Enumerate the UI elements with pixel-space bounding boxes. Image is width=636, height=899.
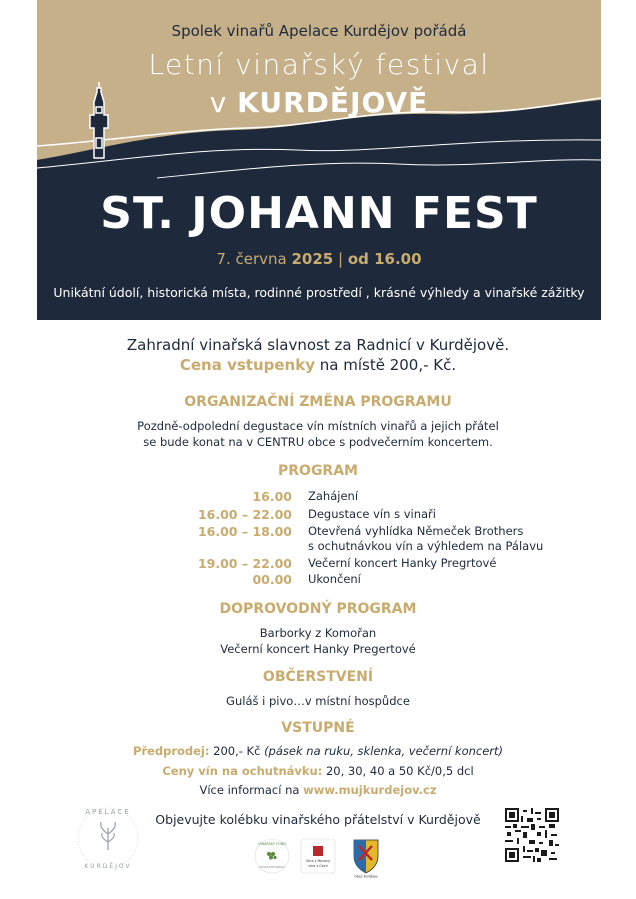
admission-heading: VSTUPNÉ <box>281 720 355 736</box>
program-row <box>0 524 636 540</box>
grape-icon <box>267 852 277 860</box>
sponsor1-text: VINAŘSKÝ FOND <box>258 842 286 846</box>
fest-name: ST. JOHANN FEST <box>100 188 538 239</box>
program-text: Ukončení <box>308 572 361 586</box>
program-time: 16.00 <box>252 489 292 504</box>
program-text: s ochutnávkou vín a výhledem na Pálavu <box>308 539 544 553</box>
place-prefix: v <box>209 86 238 119</box>
program-text: Zahájení <box>308 489 359 503</box>
change-line-1: Pozdně-odpolední degustace vín místních vinařů a jejich přátel <box>137 419 499 433</box>
presale-note: (pásek na ruku, sklenka, večerní koncert) <box>264 744 504 758</box>
date-separator: | <box>333 250 348 268</box>
program-time: 19.00 – 22.00 <box>197 556 292 571</box>
website-link[interactable]: www.mujkurdejov.cz <box>303 783 437 797</box>
tasting-line <box>0 763 636 779</box>
sponsor1-sub: ČESKÉ REPUBLIKY <box>259 865 285 869</box>
accompanying-heading: DOPROVODNÝ PROGRAM <box>219 601 417 617</box>
qr-code-icon[interactable] <box>505 808 559 862</box>
date-time: od 16.00 <box>347 250 422 268</box>
logo-top-text: APELACE <box>85 808 131 816</box>
program-heading: PROGRAM <box>278 463 358 479</box>
program-time: 16.00 – 22.00 <box>197 507 292 522</box>
organizer-line: Spolek vinařů Apelace Kurdějov pořádá <box>171 22 467 40</box>
sponsor2-text: Vína z Moravy <box>306 859 330 863</box>
presale-line <box>0 743 636 759</box>
sponsor2-sub: vína z Čech <box>308 864 328 868</box>
obec-kurdejov-coat-of-arms <box>348 838 384 878</box>
fest-date <box>37 250 601 268</box>
festival-place <box>37 86 601 119</box>
wine-mark-icon <box>313 846 323 856</box>
fest-tagline: Unikátní údolí, historická místa, rodinné prostředí , krásné výhledy a vinařské zážitky <box>53 285 585 300</box>
program-time: 16.00 – 18.00 <box>197 524 292 539</box>
refreshments-heading: OBČERSTVENÍ <box>262 669 374 685</box>
intro-line: Zahradní vinařská slavnost za Radnicí v Kurdějově. <box>126 336 510 354</box>
festival-title: Letní vinařský festival <box>148 48 490 81</box>
program-row <box>0 489 636 505</box>
logo-bottom-text: KURDĚJOV <box>84 863 132 870</box>
footer-text: Objevujte kolébku vinařského přátelství v Kurdějově <box>155 812 481 827</box>
price-line <box>0 356 636 374</box>
tasting-label: Ceny vín na ochutnávku: <box>162 764 323 778</box>
program-time: 00.00 <box>252 572 292 587</box>
presale-label: Předprodej: <box>132 744 210 758</box>
program-row <box>0 539 636 555</box>
place-name: KURDĚJOVĚ <box>237 86 429 119</box>
tasting-prices: 20, 30, 40 a 50 Kč/0,5 dcl <box>322 764 474 778</box>
program-row <box>0 556 636 572</box>
info-label: Více informací na <box>199 783 304 797</box>
program-text: Degustace vín s vinaři <box>308 507 436 521</box>
header-banner <box>37 0 601 320</box>
date-year: 2025 <box>291 250 334 268</box>
vina-z-moravy-logo <box>300 838 336 874</box>
program-text: Otevřená vyhlídka Němeček Brothers <box>308 524 524 538</box>
date-day: 7. června <box>216 250 292 268</box>
accompanying-line-2: Večerní koncert Hanky Pregertové <box>220 642 416 656</box>
program-row <box>0 507 636 523</box>
coat-of-arms-icon <box>354 840 378 873</box>
info-line <box>0 782 636 798</box>
change-heading: ORGANIZAČNÍ ZMĚNA PROGRAMU <box>184 394 452 410</box>
refreshments-line: Guláš i pivo…v místní hospůdce <box>226 694 410 708</box>
presale-price: 200,- Kč <box>209 744 265 758</box>
vinarsky-fond-logo <box>254 838 290 874</box>
change-line-2: se bude konat na v CENTRU obce s podvečerním koncertem. <box>143 435 493 449</box>
program-text: Večerní koncert Hanky Pregrtové <box>308 556 497 570</box>
program-row <box>0 572 636 588</box>
price-rest: na místě 200,- Kč. <box>314 356 457 374</box>
price-label: Cena vstupenky <box>179 356 315 374</box>
sponsor3-text: Obec Kurdějov <box>354 874 378 878</box>
accompanying-line-1: Barborky z Komořan <box>259 626 377 640</box>
